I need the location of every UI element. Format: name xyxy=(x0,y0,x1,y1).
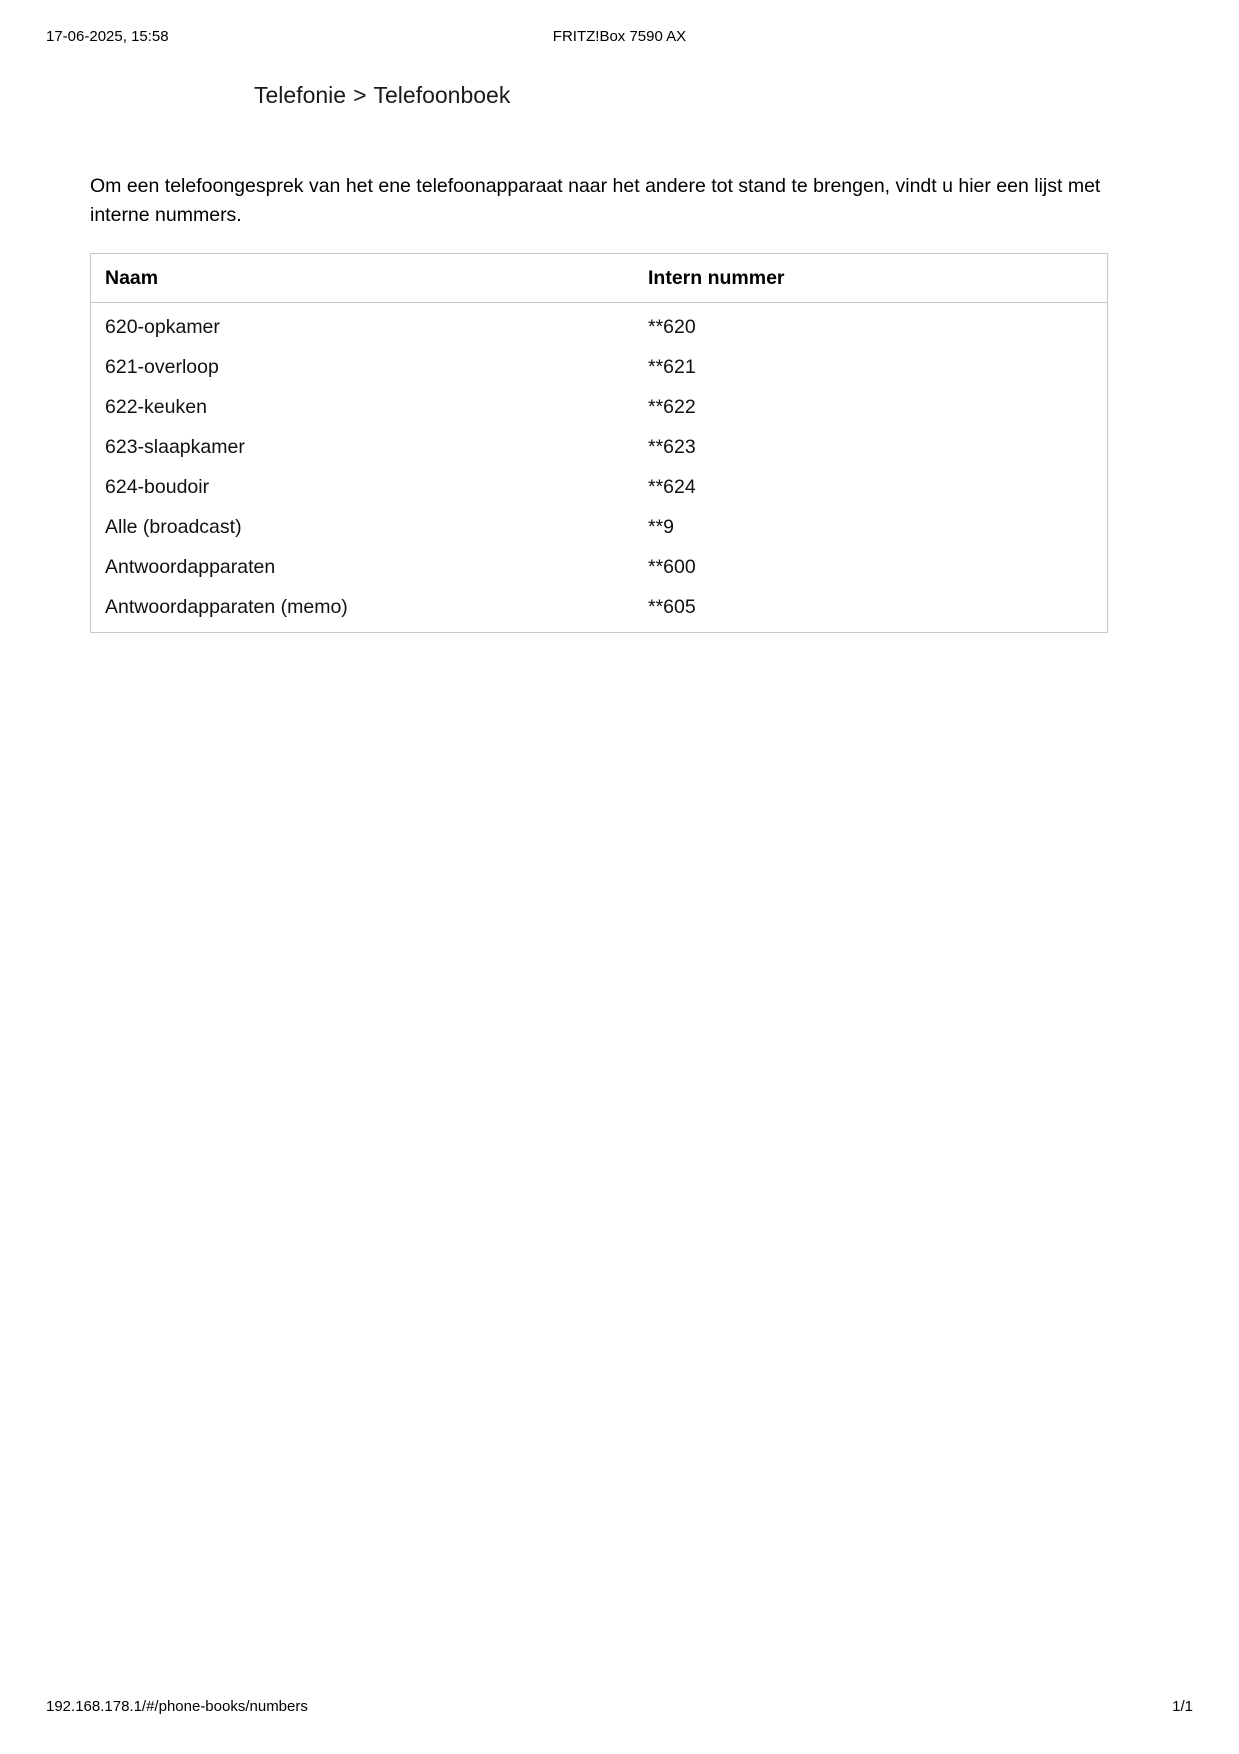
cell-intern-nummer: **600 xyxy=(648,556,696,578)
intro-paragraph: Om een telefoongesprek van het ene telefoonapparaat naar het andere tot stand te brengen, vindt u hier een lijst met interne nummers. xyxy=(90,175,1101,226)
cell-naam: Antwoordapparaten (memo) xyxy=(105,596,348,618)
table-header-row xyxy=(91,254,1107,303)
cell-intern-nummer: **605 xyxy=(648,596,696,618)
internal-numbers-table-container xyxy=(90,253,1108,633)
table-body xyxy=(91,303,1107,633)
table-row xyxy=(91,347,1107,387)
cell-naam: Antwoordapparaten xyxy=(105,556,276,578)
table-row xyxy=(91,387,1107,427)
table-row xyxy=(91,303,1107,348)
print-footer xyxy=(0,1698,1239,1718)
internal-numbers-table xyxy=(91,254,1107,632)
breadcrumb-current-page: Telefoonboek xyxy=(373,82,511,108)
cell-naam: 620-opkamer xyxy=(105,316,220,338)
table-row xyxy=(91,467,1107,507)
cell-intern-nummer: **622 xyxy=(648,396,696,418)
breadcrumb-section: Telefonie xyxy=(254,82,347,108)
cell-naam: 621-overloop xyxy=(105,356,219,378)
breadcrumb-separator: > xyxy=(353,82,367,108)
cell-naam: Alle (broadcast) xyxy=(105,516,242,538)
cell-intern-nummer: **620 xyxy=(648,316,696,338)
column-header-naam: Naam xyxy=(91,254,640,303)
cell-naam: 623-slaapkamer xyxy=(105,436,245,458)
print-header xyxy=(0,28,1239,48)
cell-intern-nummer: **623 xyxy=(648,436,696,458)
table-row xyxy=(91,547,1107,587)
cell-intern-nummer: **621 xyxy=(648,356,696,378)
cell-intern-nummer: **9 xyxy=(648,516,675,538)
table-head xyxy=(91,254,1107,303)
page-content xyxy=(0,80,1239,633)
print-timestamp: 17-06-2025, 15:58 xyxy=(46,28,169,45)
column-header-intern-nummer: Intern nummer xyxy=(640,254,1107,303)
cell-intern-nummer: **624 xyxy=(648,476,696,498)
cell-naam: 624-boudoir xyxy=(105,476,210,498)
footer-page-number: 1/1 xyxy=(1172,1698,1193,1715)
breadcrumb xyxy=(254,80,1239,110)
print-document-title: FRITZ!Box 7590 AX xyxy=(552,28,687,45)
table-row xyxy=(91,507,1107,547)
table-row xyxy=(91,427,1107,467)
footer-source-url: 192.168.178.1/#/phone-books/numbers xyxy=(46,1698,308,1715)
table-row xyxy=(91,587,1107,632)
cell-naam: 622-keuken xyxy=(105,396,207,418)
